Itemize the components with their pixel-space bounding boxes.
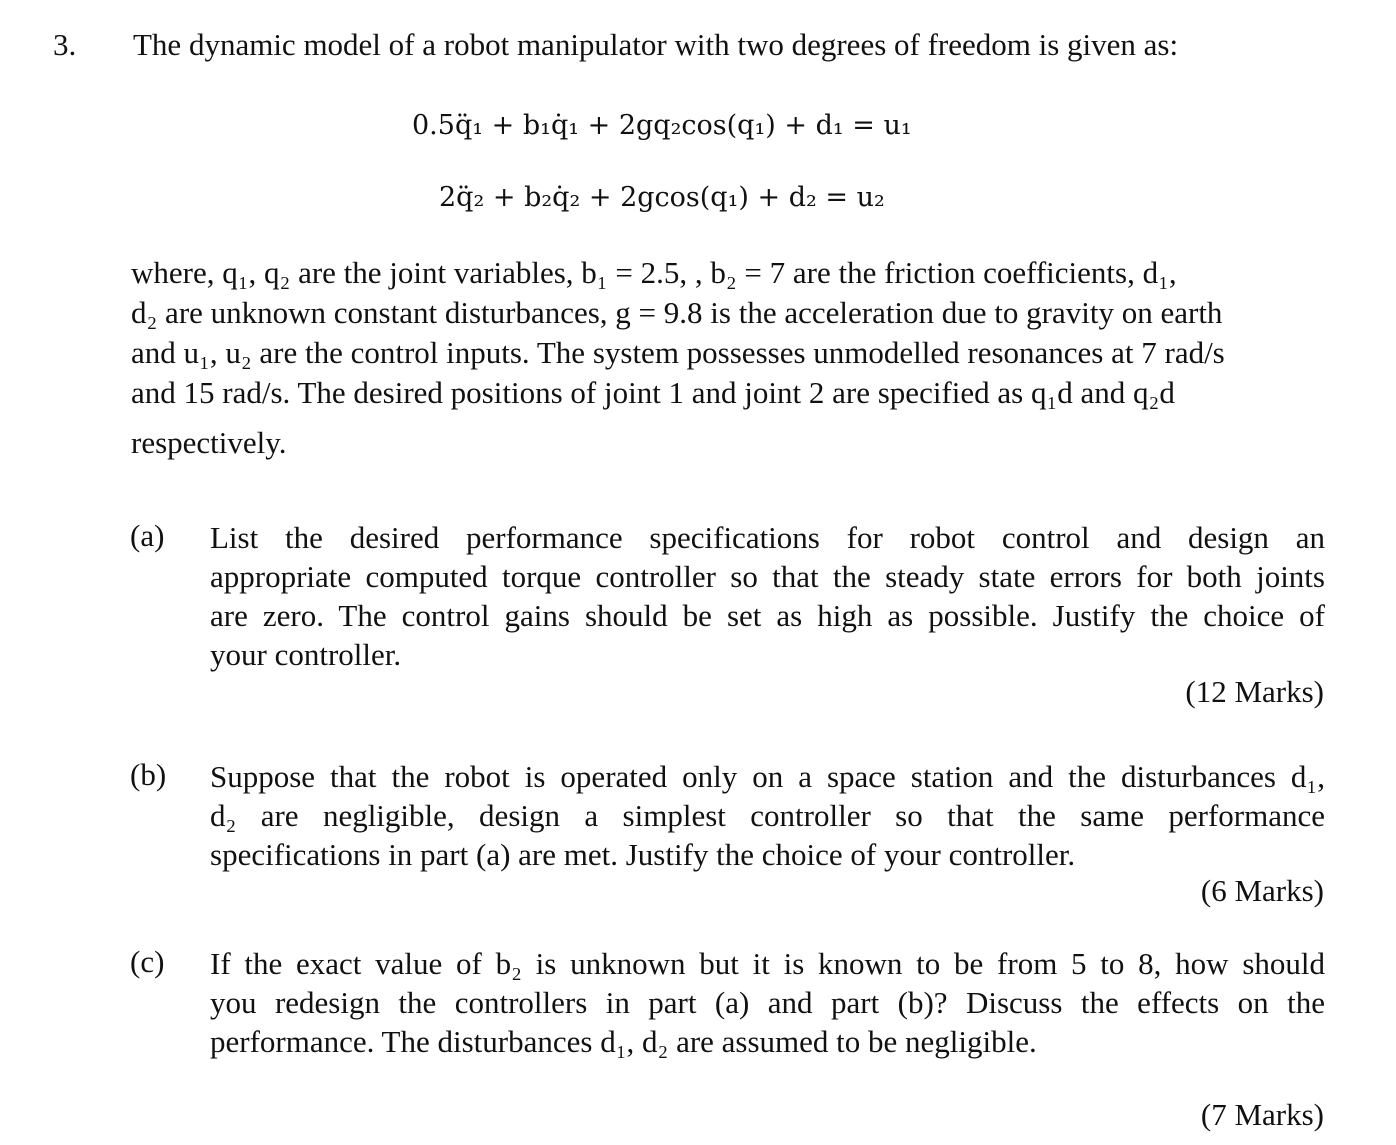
part-c-line: you redesign the controllers in part (a) and part (b)? Discuss the effects on the <box>210 985 1325 1020</box>
description-line: d₂ are unknown constant disturbances, g = 9.8 is the acceleration due to gravity on earth <box>131 295 1223 330</box>
equation-joint-1: 0.5q̈₁ + b₁q̇₁ + 2gq₂cos(q₁) + d₁ = u₁ <box>412 110 912 141</box>
part-b-text <box>210 757 1325 874</box>
part-a-line: your controller. <box>210 637 402 672</box>
description-line: where, q₁, q₂ are the joint variables, b₁ = 2.5, , b₂ = 7 are the friction coefficients, d₁, <box>131 255 1177 290</box>
part-a-line: appropriate computed torque controller so that the steady state errors for both joints <box>210 559 1325 594</box>
part-c-text <box>210 944 1325 1061</box>
description-line: and u₁, u₂ are the control inputs. The system possesses unmodelled resonances at 7 rad/s <box>131 335 1225 370</box>
part-a-text <box>210 518 1325 674</box>
description-line: respectively. <box>131 425 287 460</box>
part-b-line: d₂ are negligible, design a simplest controller so that the same performance <box>210 798 1325 833</box>
description-line: and 15 rad/s. The desired positions of joint 1 and joint 2 are specified as q₁d and q₂d <box>131 375 1175 410</box>
question-number: 3. <box>53 27 77 62</box>
part-b-line: specifications in part (a) are met. Justify the choice of your controller. <box>210 837 1076 872</box>
part-c-marks: (7 Marks) <box>1200 1097 1324 1132</box>
part-a-marks: (12 Marks) <box>1185 674 1324 709</box>
question-intro: The dynamic model of a robot manipulator with two degrees of freedom is given as: <box>133 27 1179 62</box>
part-b-label: (b) <box>130 757 167 792</box>
part-a-label: (a) <box>130 518 165 553</box>
equation-joint-2: 2q̈₂ + b₂q̇₂ + 2gcos(q₁) + d₂ = u₂ <box>439 182 885 213</box>
part-c-line: performance. The disturbances d₁, d₂ are assumed to be negligible. <box>210 1024 1037 1059</box>
part-a-line: are zero. The control gains should be set as high as possible. Justify the choice of <box>210 598 1325 633</box>
part-a-line: List the desired performance specifications for robot control and design an <box>210 520 1325 555</box>
question-description <box>131 253 1327 463</box>
part-c-line: If the exact value of b₂ is unknown but it is known to be from 5 to 8, how should <box>210 946 1325 981</box>
part-b-line: Suppose that the robot is operated only on a space station and the disturbances d₁, <box>210 759 1325 794</box>
part-b-marks: (6 Marks) <box>1200 873 1324 908</box>
part-c-label: (c) <box>130 944 165 979</box>
